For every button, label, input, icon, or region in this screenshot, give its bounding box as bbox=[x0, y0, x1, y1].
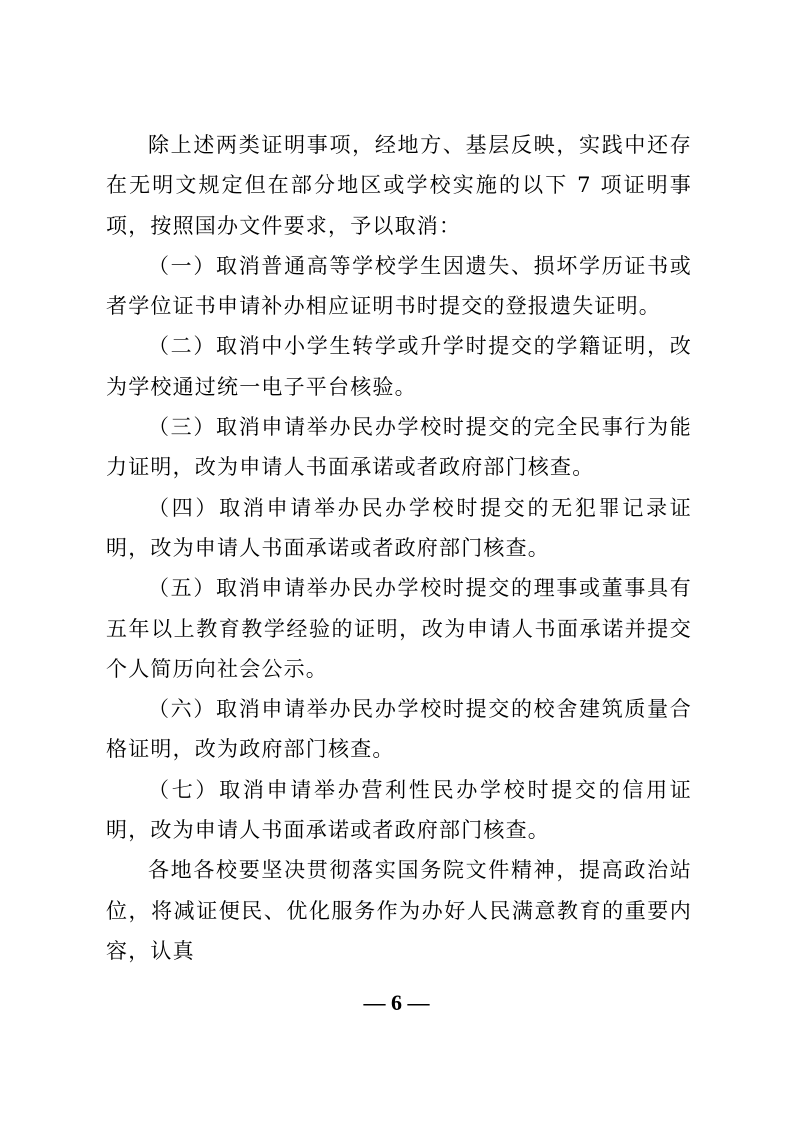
paragraph-item-4: （四）取消申请举办民办学校时提交的无犯罪记录证明，改为申请人书面承诺或者政府部门核查。 bbox=[106, 495, 692, 560]
paragraph-intro: 除上述两类证明事项，经地方、基层反映，实践中还存在无明文规定但在部分地区或学校实施的以下 7 项证明事项，按照国办文件要求，予以取消： bbox=[106, 133, 692, 238]
page-number: — 6 — bbox=[363, 990, 430, 1015]
paragraph-closing: 各地各校要坚决贯彻落实国务院文件精神，提高政治站位，将减证便民、优化服务作为办好人民满意教育的重要内容，认真 bbox=[106, 858, 692, 963]
paragraph-item-2: （二）取消中小学生转学或升学时提交的学籍证明，改为学校通过统一电子平台核验。 bbox=[106, 334, 692, 399]
paragraph-item-5: （五）取消申请举办民办学校时提交的理事或董事具有五年以上教育教学经验的证明，改为申请人书面承诺并提交个人简历向社会公示。 bbox=[106, 576, 692, 681]
paragraph-item-3: （三）取消申请举办民办学校时提交的完全民事行为能力证明，改为申请人书面承诺或者政府部门核查。 bbox=[106, 415, 692, 480]
document-body bbox=[106, 125, 692, 971]
paragraph-item-1: （一）取消普通高等学校学生因遗失、损坏学历证书或者学位证书申请补办相应证明书时提交的登报遗失证明。 bbox=[106, 253, 692, 319]
paragraph-item-6: （六）取消申请举办民办学校时提交的校舍建筑质量合格证明，改为政府部门核查。 bbox=[106, 697, 692, 762]
paragraph-item-7: （七）取消申请举办营利性民办学校时提交的信用证明，改为申请人书面承诺或者政府部门核查。 bbox=[106, 777, 692, 843]
